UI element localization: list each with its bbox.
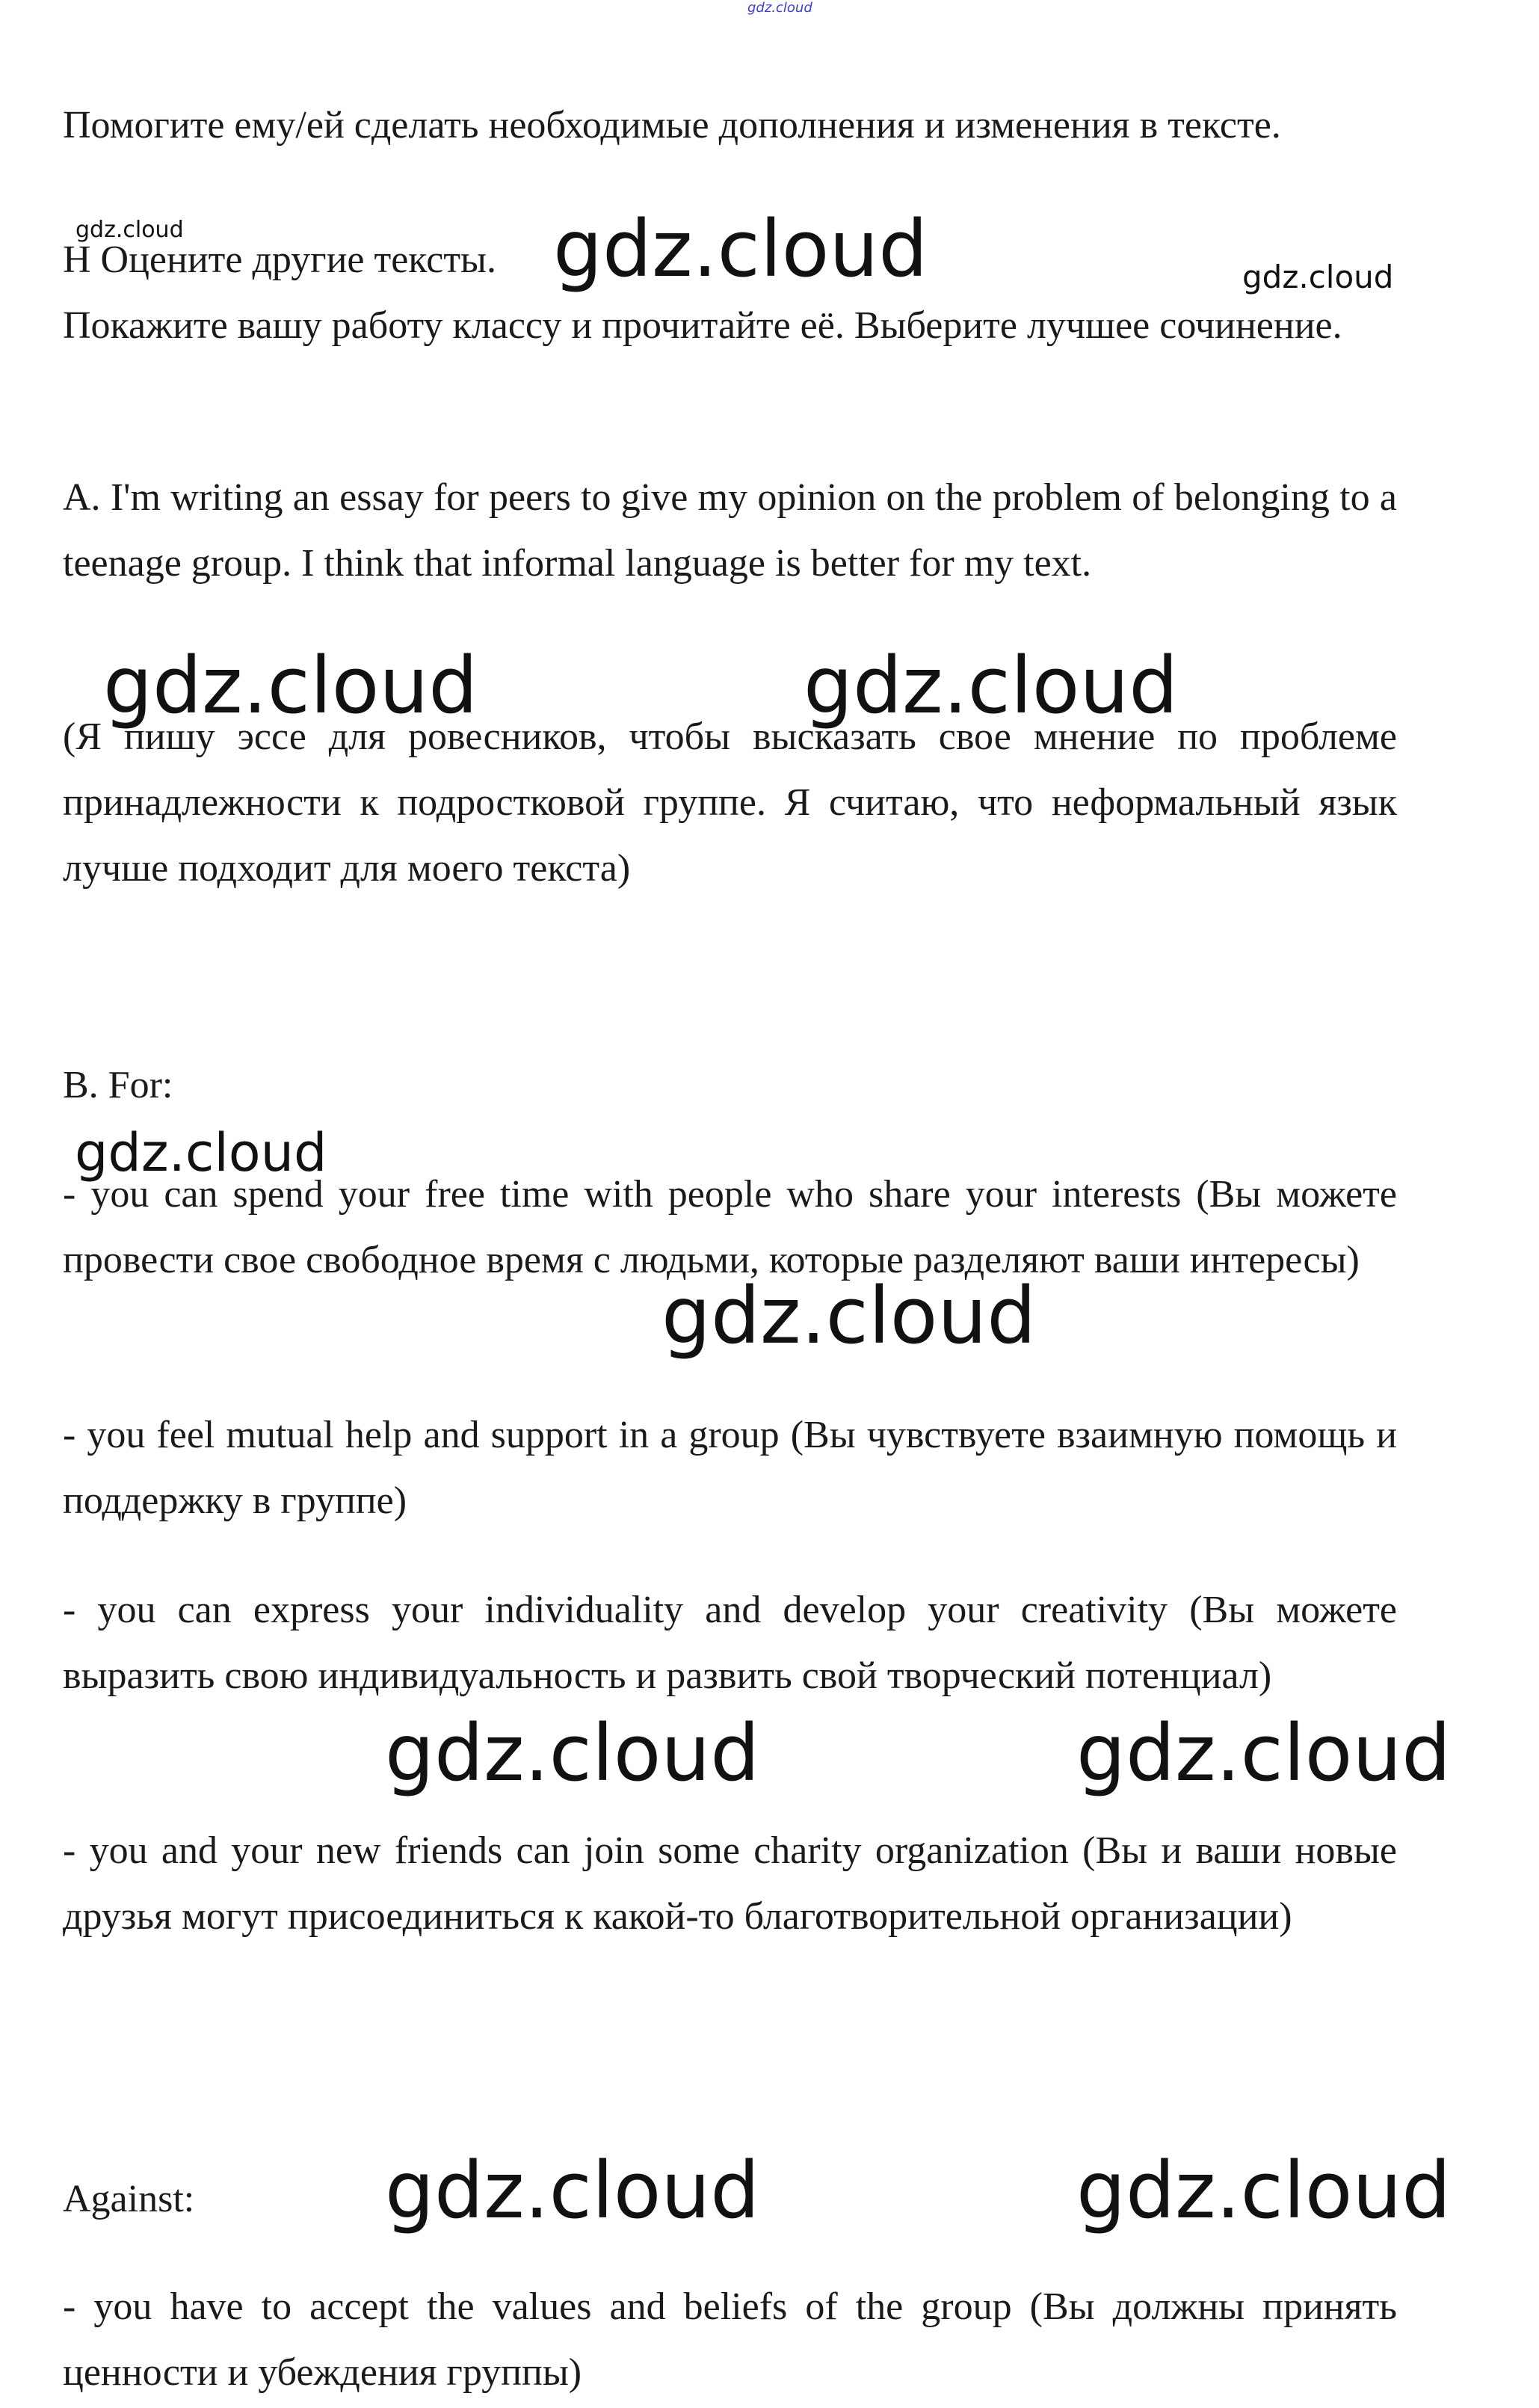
section-a-english: A. I'm writing an essay for peers to give my opinion on the problem of belonging to a teenage group. I think that informal language is better for my text. <box>63 476 1397 585</box>
watermark-big-9: gdz.cloud <box>1076 2145 1452 2236</box>
watermark-big-7: gdz.cloud <box>1076 1708 1452 1799</box>
for-item-3: - you can express your individuality and develop your creativity (Вы можете выразить свою индивидуальность и развить свой творческий потенциал) <box>63 1589 1397 1697</box>
watermark-tiny: gdz.cloud <box>75 217 184 243</box>
against-item-1: - you have to accept the values and beliefs of the group (Вы должны принять ценности и убеждения группы) <box>63 2285 1397 2394</box>
watermark-big-6: gdz.cloud <box>385 1708 760 1799</box>
watermark-big-5: gdz.cloud <box>661 1270 1037 1361</box>
section-a-russian: (Я пишу эссе для ровесников, чтобы высказать свое мнение по проблеме принадлежности к подростковой группе. Я считаю, что неформальный язык лучше подходит для моего текста) <box>63 715 1397 890</box>
watermark-big-3: gdz.cloud <box>804 640 1179 731</box>
for-item-2: - you feel mutual help and support in a group (Вы чувствуете взаимную помощь и поддержку в группе) <box>63 1414 1397 1522</box>
watermark-top: gdz.cloud <box>747 0 812 16</box>
for-item-4: - you and your new friends can join some charity organization (Вы и ваши новые друзья могут присоединиться к какой-то благотворительной организации) <box>63 1829 1397 1938</box>
section-b-heading: B. For: <box>63 1064 173 1106</box>
intro-show-paragraph: Покажите вашу работу классу и прочитайте её. Выберите лучшее сочинение. <box>63 304 1342 347</box>
watermark-medium: gdz.cloud <box>75 1122 327 1183</box>
watermark-big-1: gdz.cloud <box>553 203 928 295</box>
against-heading: Against: <box>63 2178 195 2220</box>
intro-evaluate-paragraph: H Оцените другие тексты. <box>63 238 496 281</box>
watermark-big-2: gdz.cloud <box>103 640 478 731</box>
watermark-small-right: gdz.cloud <box>1242 259 1394 295</box>
intro-help-paragraph: Помогите ему/ей сделать необходимые дополнения и изменения в тексте. <box>63 104 1281 147</box>
for-item-1: - you can spend your free time with people who share your interests (Вы можете провести свое свободное время с людьми, которые разделяют ваши интересы) <box>63 1173 1397 1281</box>
watermark-big-8: gdz.cloud <box>385 2145 760 2236</box>
